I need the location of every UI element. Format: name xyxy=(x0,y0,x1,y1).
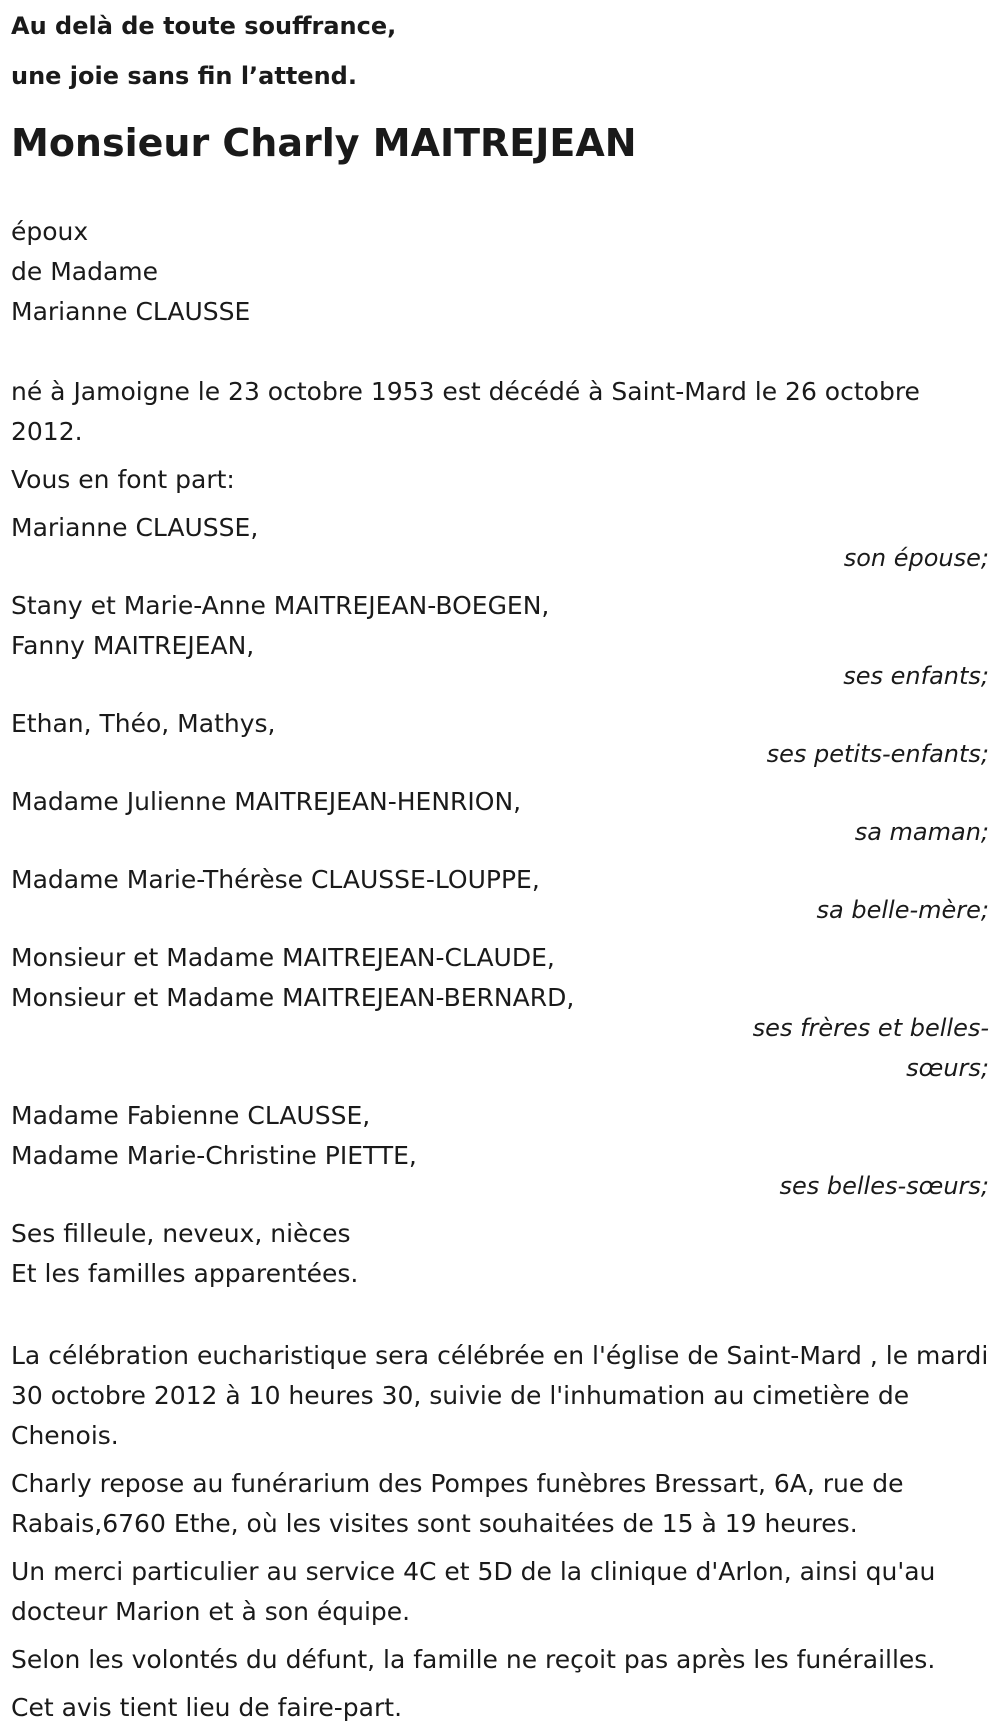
family-name: Madame Fabienne CLAUSSE, xyxy=(11,1101,371,1130)
family-group xyxy=(11,860,989,930)
family-name: Stany et Marie-Anne MAITREJEAN-BOEGEN, xyxy=(11,591,550,620)
family-group xyxy=(11,1096,989,1206)
spouse-block xyxy=(11,212,989,332)
obituary-notice xyxy=(11,0,989,1728)
epigraph-line-2: une joie sans fin l’attend. xyxy=(11,62,357,90)
family-relation: son épouse; xyxy=(843,544,989,572)
thanks-paragraph: Un merci particulier au service 4C et 5D de la clinique d'Arlon, ainsi qu'au docteur Marion et à son équipe. xyxy=(11,1557,936,1626)
closing-line-2: Et les familles apparentées. xyxy=(11,1259,359,1288)
announce-line: Vous en font part: xyxy=(11,465,235,494)
family-name: Madame Marie-Thérèse CLAUSSE-LOUPPE, xyxy=(11,865,540,894)
family-group xyxy=(11,586,989,696)
ceremony-paragraph: La célébration eucharistique sera célébrée en l'église de Saint-Mard , le mardi 30 octobre 2012 à 10 heures 30, suivie de l'inhumation au cimetière de Chenois. xyxy=(11,1341,989,1450)
family-group xyxy=(11,704,989,774)
family-group xyxy=(11,938,989,1088)
family-relation: ses petits-enfants; xyxy=(766,740,989,768)
family-name: Marianne CLAUSSE, xyxy=(11,513,259,542)
family-name: Ethan, Théo, Mathys, xyxy=(11,709,276,738)
family-relation: sa maman; xyxy=(854,818,989,846)
family-name: Madame Marie-Christine PIETTE, xyxy=(11,1141,417,1170)
closing-line-1: Ses filleule, neveux, nièces xyxy=(11,1219,351,1248)
epigraph-line-1: Au delà de toute souffrance, xyxy=(11,12,397,40)
family-relation: ses belles-sœurs; xyxy=(779,1172,989,1200)
spouse-line-3: Marianne CLAUSSE xyxy=(11,297,251,326)
family-relation: sa belle-mère; xyxy=(816,896,989,924)
family-group xyxy=(11,508,989,578)
family-list xyxy=(11,508,989,1206)
family-name: Madame Julienne MAITREJEAN-HENRION, xyxy=(11,787,522,816)
notice-paragraph: Cet avis tient lieu de faire-part. xyxy=(11,1693,403,1722)
family-name: Monsieur et Madame MAITREJEAN-BERNARD, xyxy=(11,983,575,1012)
wishes-paragraph: Selon les volontés du défunt, la famille ne reçoit pas après les funérailles. xyxy=(11,1645,936,1674)
family-name: Monsieur et Madame MAITREJEAN-CLAUDE, xyxy=(11,943,555,972)
birth-death-statement: né à Jamoigne le 23 octobre 1953 est décédé à Saint-Mard le 26 octobre 2012. xyxy=(11,377,920,446)
spouse-line-2: de Madame xyxy=(11,257,159,286)
epigraph xyxy=(11,0,989,100)
family-name: Fanny MAITREJEAN, xyxy=(11,631,255,660)
family-relation: ses frères et belles-sœurs; xyxy=(752,1014,989,1082)
family-group xyxy=(11,782,989,852)
family-relation: ses enfants; xyxy=(843,662,989,690)
closing-block xyxy=(11,1214,989,1294)
rest-paragraph: Charly repose au funérarium des Pompes funèbres Bressart, 6A, rue de Rabais,6760 Ethe, où les visites sont souhaitées de 15 à 19 heures. xyxy=(11,1469,904,1538)
spouse-line-1: époux xyxy=(11,217,89,246)
deceased-name: Monsieur Charly MAITREJEAN xyxy=(11,121,637,165)
